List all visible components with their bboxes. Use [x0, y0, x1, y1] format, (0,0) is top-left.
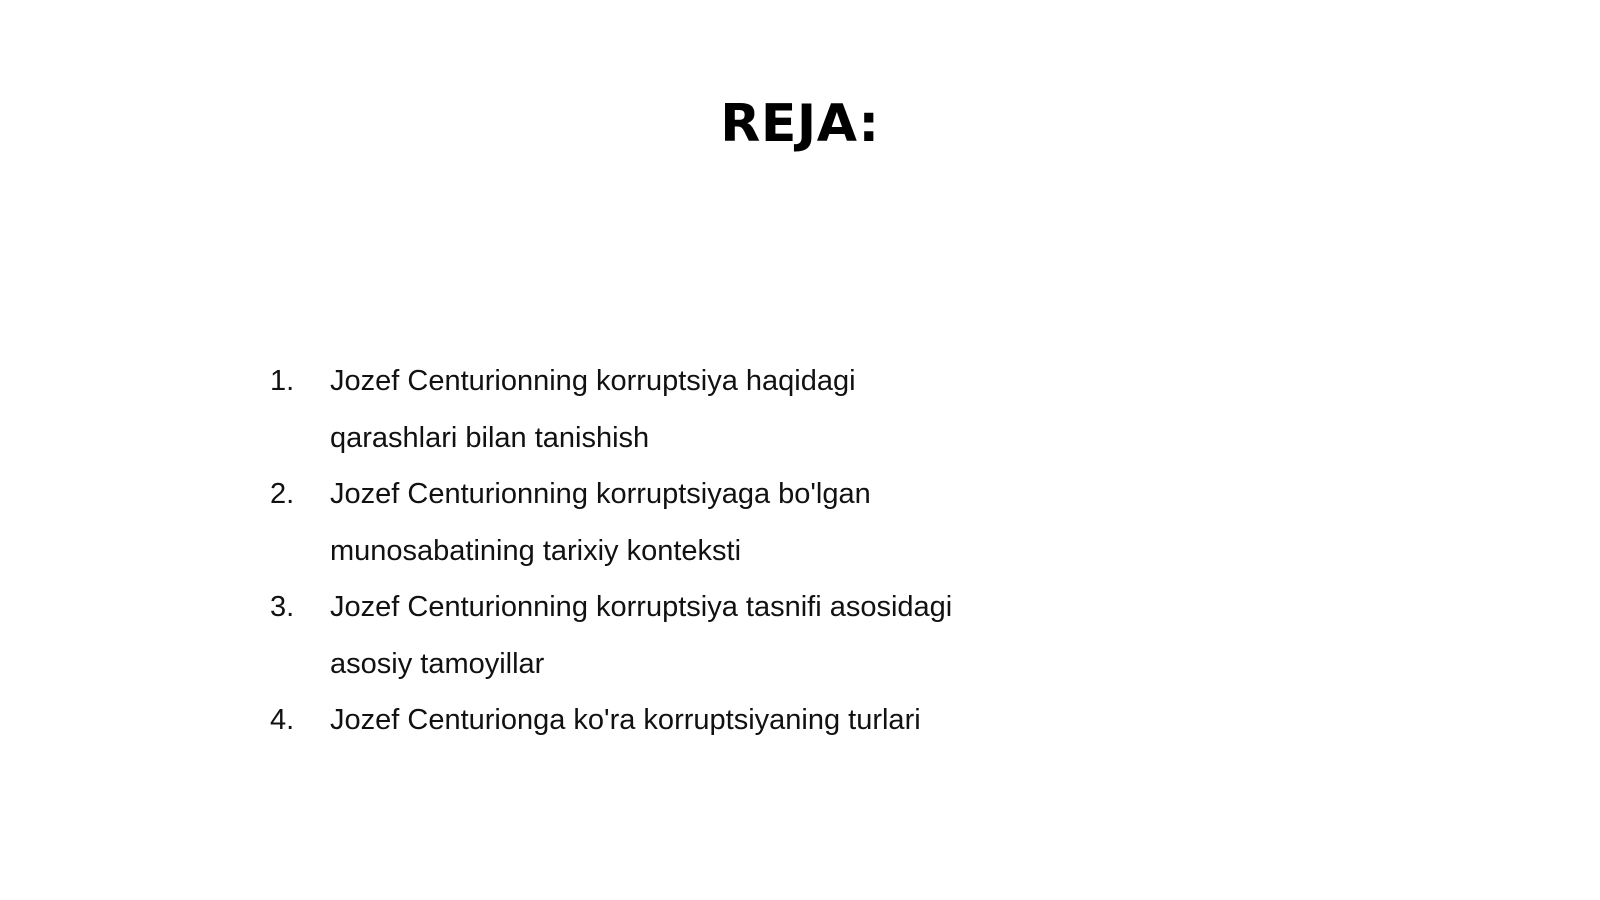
list-item-line: Jozef Centurionning korruptsiya haqidagi	[330, 365, 856, 397]
list-item	[268, 353, 1068, 466]
list-item	[268, 466, 1068, 579]
plan-list	[268, 353, 1068, 749]
list-item-line: Jozef Centurionning korruptsiyaga bo'lgan	[330, 478, 871, 510]
list-item-number: 2.	[270, 478, 295, 510]
list-item-text	[330, 353, 1030, 466]
list-item-line: qarashlari bilan tanishish	[330, 421, 650, 454]
list-item-line: asosiy tamoyillar	[330, 647, 545, 680]
list-item-number: 3.	[270, 591, 295, 623]
list-item-line: munosabatining tarixiy konteksti	[330, 534, 742, 567]
list-item-number: 1.	[270, 365, 295, 397]
list-item-text	[330, 466, 1030, 579]
list-item-line: Jozef Centurionning korruptsiya tasnifi asosidagi	[330, 591, 953, 623]
list-item-number: 4.	[270, 704, 295, 736]
list-item-text	[330, 579, 1030, 692]
list-item-line: Jozef Centurionga ko'ra korruptsiyaning turlari	[330, 704, 921, 736]
list-item-text	[330, 692, 1030, 749]
list-item	[268, 579, 1068, 692]
slide-title: REJA:	[720, 94, 880, 154]
list-item	[268, 692, 1068, 749]
